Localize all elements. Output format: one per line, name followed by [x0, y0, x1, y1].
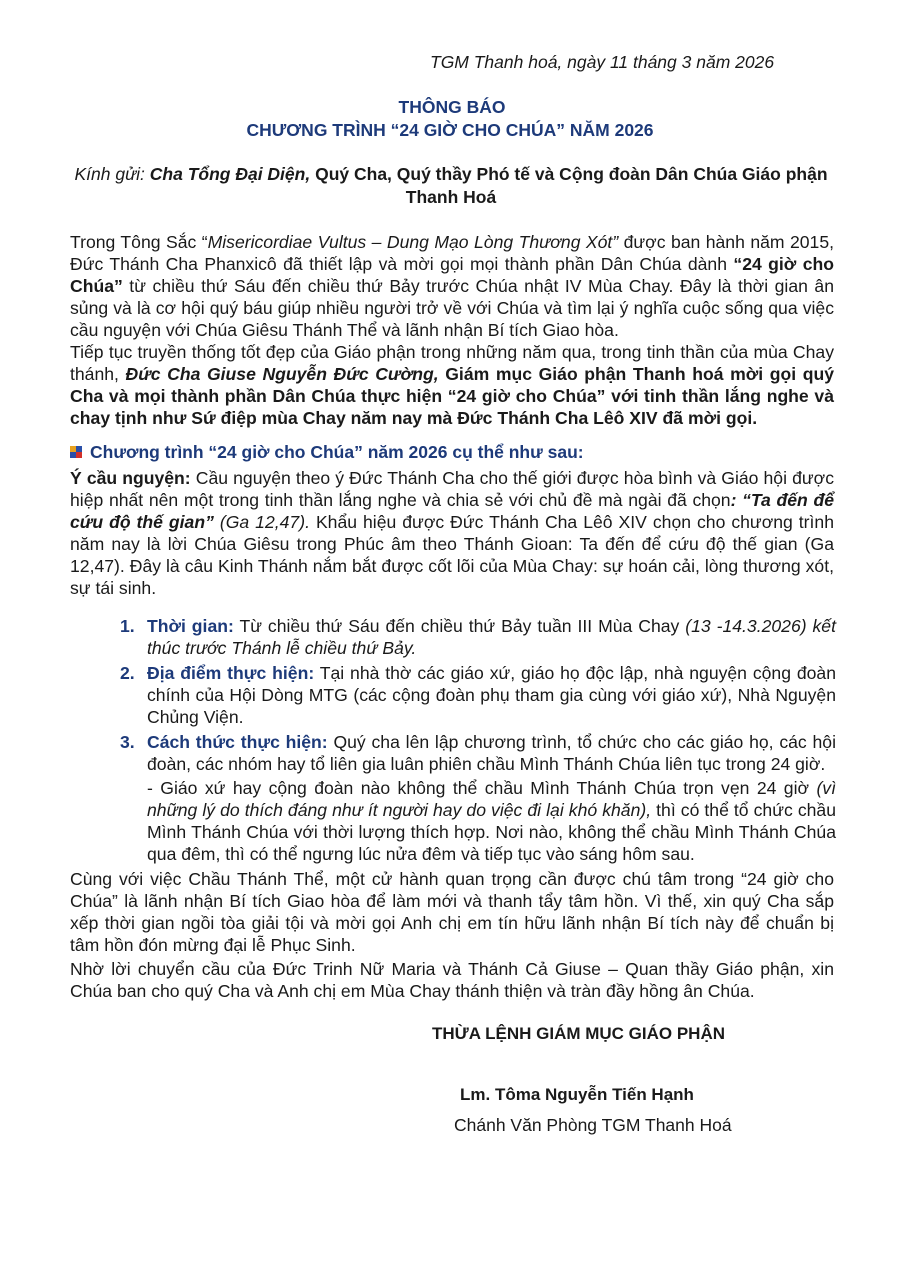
bullet-icon	[70, 446, 82, 458]
text-run: Tiếp tục truyền thống tốt đẹp của Giáo phận trong những năm qua, trong tinh thần của mùa Chay thánh,	[70, 342, 834, 384]
intention-ref: (Ga 12,47).	[213, 512, 310, 532]
text-run: được ban hành năm 2015, Đức Thánh Cha Phanxicô đã thiết lập và mời gọi mọi thành phần Dân Chúa dành	[70, 232, 835, 274]
date-line: TGM Thanh hoá, ngày 11 tháng 3 năm 2026	[430, 52, 775, 72]
text-run: (vì những lý do thích đáng như ít người hay do việc đi lại khó khăn),	[147, 778, 836, 820]
text-run: Trong Tông Sắc “	[70, 232, 208, 252]
program-heading-text: Chương trình “24 giờ cho Chúa” năm 2026 cụ thể như sau:	[90, 442, 584, 462]
list-item-method	[120, 731, 836, 775]
program-title: CHƯƠNG TRÌNH “24 GIỜ CHO CHÚA” NĂM 2026	[246, 120, 654, 140]
document-name: Misericordiae Vultus – Dung Mạo Lòng Thương Xót”	[207, 232, 619, 252]
list-number: 1.	[120, 616, 135, 636]
bishop-name: Đức Cha Giuse Nguyễn Đức Cường,	[125, 364, 439, 384]
intro-paragraph-1	[70, 231, 834, 341]
text-run: từ chiều thứ Sáu đến chiều thứ Bảy trước Chúa nhật IV Mùa Chay. Đây là thời gian ân sủng và là cơ hội quý báu giúp nhiều người trở về với Chúa và tìm lại ý nghĩa cuộc sống qua việc cầu nguyện với Chúa Giêsu Thánh Thể và lãnh nhận Bí tích Giao hòa.	[70, 276, 834, 340]
text-run: Cầu nguyện theo ý Đức Thánh Cha cho thế giới được hòa bình và Giáo hội được hiệp nhất nên một trong tinh thần lắng nghe và chia sẻ với chủ đề mà ngài đã chọn	[70, 468, 834, 510]
intention-label: Ý cầu nguyện:	[70, 468, 191, 488]
closing-paragraph: Nhờ lời chuyển cầu của Đức Trinh Nữ Maria và Thánh Cả Giuse – Quan thầy Giáo phận, xin Chúa ban cho quý Cha và Anh chị em Mùa Chay thánh thiện và tràn đầy hồng ân Chúa.	[70, 959, 834, 1001]
text-run: Từ chiều thứ Sáu đến chiều thứ Bảy tuần III Mùa Chay	[233, 616, 686, 636]
text-run: thì có thể tổ chức chầu Mình Thánh Chúa với thời lượng thích hợp. Nơi nào, không thể chầu Mình Thánh Chúa qua đêm, thì có thể ngưng lúc nửa đêm và tiếp tục vào sáng hôm sau.	[147, 800, 836, 864]
address-label: Kính gửi:	[74, 164, 145, 184]
text-run: Quý cha lên lập chương trình, tổ chức cho các giáo họ, các hội đoàn, các nhóm hay tổ liên gia luân phiên chầu Mình Thánh Chúa liên tục trong 24 giờ.	[147, 732, 836, 774]
intention-quote: : “Ta đến để cứu độ thế gian”	[70, 490, 834, 532]
bishop-invitation: Giám mục Giáo phận Thanh hoá mời gọi quý Cha và mọi thành phần Dân Chúa thực hiện “24 giờ cho Chúa” với tinh thần lắng nghe và chay tịnh như Sứ điệp mùa Chay năm nay mà Đức Thánh Cha Lêô XIV đã mời gọi.	[70, 364, 834, 428]
list-label: Địa điểm thực hiện:	[147, 663, 315, 683]
signature-name: Lm. Tôma Nguyễn Tiến Hạnh	[460, 1085, 694, 1104]
notice-title: THÔNG BÁO	[398, 97, 506, 117]
list-label: Thời gian:	[147, 616, 234, 636]
address-recipient-main: Cha Tổng Đại Diện,	[149, 164, 311, 184]
list-number: 3.	[120, 732, 135, 752]
text-run: Tại nhà thờ các giáo xứ, giáo họ độc lập, nhà nguyện cộng đoàn chính của Hội Dòng MTG (các cộng đoàn phụ tham gia cùng với giáo xứ), Nhà Nguyện Chủng Viện.	[147, 663, 836, 727]
list-label: Cách thức thực hiện:	[147, 732, 328, 752]
program-name: “24 giờ cho Chúa”	[70, 254, 834, 296]
intro-paragraph-2	[70, 341, 834, 429]
text-run: - Giáo xứ hay cộng đoàn nào không thể chầu Mình Thánh Chúa trọn vẹn 24 giờ	[147, 778, 817, 798]
list-item-time	[120, 615, 836, 659]
address-line	[70, 163, 832, 209]
text-run: Khẩu hiệu được Đức Thánh Cha Lêô XIV chọn cho chương trình năm nay là lời Chúa Giêsu trong Phúc âm theo Thánh Gioan: Ta đến để cứu độ thế gian (Ga 12,47). Đây là câu Kinh Thánh nắm bắt được cốt lõi của Mùa Chay: sự hoán cải, lòng thương xót, sự tái sinh.	[70, 512, 835, 598]
intention-paragraph	[70, 467, 834, 599]
list-number: 2.	[120, 663, 135, 683]
text-run: (13 -14.3.2026) kết thúc trước Thánh lễ chiều thứ Bảy.	[147, 616, 836, 658]
program-heading	[70, 442, 584, 463]
list-item-location	[120, 662, 836, 728]
signature-order: THỪA LỆNH GIÁM MỤC GIÁO PHẬN	[432, 1024, 726, 1043]
address-recipient-rest: Quý Cha, Quý thầy Phó tế và Cộng đoàn Dân Chúa Giáo phận Thanh Hoá	[315, 164, 828, 207]
method-note	[147, 777, 836, 865]
confession-paragraph: Cùng với việc Chầu Thánh Thể, một cử hành quan trọng cần được chú tâm trong “24 giờ cho Chúa” là lãnh nhận Bí tích Giao hòa để làm mới và thanh tẩy tâm hồn. Vì thế, xin quý Cha sắp xếp thời gian ngồi tòa giải tội và mời gọi Anh chị em tín hữu lãnh nhận Bí tích này để chuẩn bị tâm hồn đón mừng đại lễ Phục Sinh.	[70, 869, 834, 955]
signature-role: Chánh Văn Phòng TGM Thanh Hoá	[454, 1115, 732, 1135]
